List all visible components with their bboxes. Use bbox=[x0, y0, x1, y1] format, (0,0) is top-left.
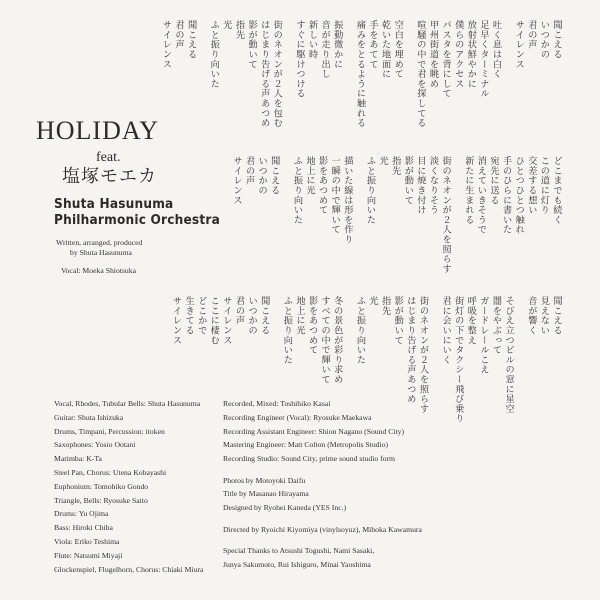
lyric-line: 街灯の下でタクシー飛び乗り bbox=[452, 296, 464, 424]
lyric-line: 影が動いて bbox=[246, 20, 258, 69]
lyric-line: 地上に光 bbox=[304, 156, 316, 196]
lyric-line: はじまり告げる声あつめ bbox=[258, 20, 270, 128]
credit-line: Glockenspiel, Flugelhorn, Chorus: Chiaki Miura bbox=[54, 564, 204, 574]
credit-line: Special Thanks to Atsushi Togushi, Nami Sasaki, bbox=[223, 545, 375, 555]
credit-line: Steel Pan, Chorus: Utena Kobayashi bbox=[54, 468, 167, 477]
credit-line: Guitar: Shuta Ishizuka bbox=[54, 412, 124, 422]
lyric-line: いつかの bbox=[246, 296, 258, 336]
composer-line2: Philharmonic Orchestra bbox=[54, 212, 220, 228]
lyric-line: 描いた線は形を作り bbox=[341, 156, 353, 245]
featured-artist: 塩塚モエカ bbox=[62, 166, 157, 187]
lyric-line: 手のひらに書いた bbox=[500, 156, 512, 235]
credit-line: Recording Engineer (Vocal): Ryosuke Maekawa bbox=[223, 412, 372, 422]
credit-line: Drums: Yu Ojima bbox=[54, 509, 109, 519]
lyric-line: この道に灯り bbox=[538, 156, 550, 215]
lyric-line: ふと振り向いた bbox=[208, 20, 220, 89]
lyric-line: 君の声 bbox=[525, 20, 537, 50]
lyric-line: ふと振り向いた bbox=[281, 296, 293, 365]
lyric-line: 宛先に送る bbox=[488, 156, 499, 205]
lyric-line: 新たに生まれる bbox=[462, 156, 474, 225]
lyric-line: 君の声 bbox=[233, 296, 245, 326]
lyric-line: 見えない bbox=[538, 296, 550, 336]
lyric-line: 交差する想い bbox=[525, 156, 537, 215]
lyric-line: いつかの bbox=[538, 20, 550, 60]
lyric-line: 街のネオンが２人を包む bbox=[271, 20, 283, 128]
credit-line: Triangle, Bells: Ryosuke Saito bbox=[54, 495, 148, 505]
credit-line: Title by Masanao Hirayama bbox=[223, 489, 309, 499]
lyric-line: サイレンス bbox=[230, 156, 242, 205]
lyric-line: 生きてる bbox=[183, 296, 195, 336]
lyric-line: サイレンス bbox=[160, 20, 172, 69]
lyric-line: 指先 bbox=[379, 296, 391, 316]
lyric-line: ここに棲む bbox=[208, 296, 220, 345]
lyric-line: 手をあてて bbox=[367, 20, 379, 69]
credit-line: Recorded, Mixed: Toshihiko Kasai bbox=[223, 399, 331, 408]
credit-line: Drums, Timpani, Percussion: itoken bbox=[54, 426, 165, 436]
lyric-line: 淡くなりそう bbox=[427, 156, 439, 215]
lyric-line: サイレンス bbox=[220, 296, 232, 345]
lyric-line: 光 bbox=[367, 296, 379, 306]
lyric-line: サイレンス bbox=[513, 20, 525, 69]
written-line1: Written, arranged, produced bbox=[56, 238, 143, 247]
credit-line: Vocal, Rhodes, Tubular Bells: Shuta Hasunuma bbox=[54, 399, 201, 408]
credit-line: Marimba: K-Ta bbox=[54, 454, 102, 464]
lyric-line: 地上に光 bbox=[293, 296, 305, 336]
credit-line: Recording Studio: Sound City, prime sound studio form bbox=[223, 454, 396, 464]
lyric-line: 消えていきそうで bbox=[475, 156, 487, 235]
lyric-line: 足早くターミナル bbox=[477, 20, 489, 99]
lyric-line: はじまり告げる声あつめ bbox=[404, 296, 416, 404]
credit-line: Flute: Natsumi Miyaji bbox=[54, 550, 123, 560]
feat-label: feat. bbox=[96, 150, 121, 165]
lyric-line: ふと振り向いた bbox=[364, 156, 376, 225]
credit-line: Directed by Ryoichi Kiyomiya (vinylsoyuz), Mihoka Kawamura bbox=[223, 524, 422, 534]
lyric-line: 新しい時 bbox=[306, 20, 318, 60]
lyric-line: 振動微かに bbox=[331, 20, 343, 69]
lyric-line: パスタを背にして bbox=[440, 20, 452, 99]
credit-line: Recording Assistant Engineer: Shion Nagano (Sound City) bbox=[223, 426, 405, 436]
lyric-line: いつかの bbox=[256, 156, 268, 196]
credit-line: Bass: Hiroki Chiba bbox=[54, 523, 113, 533]
lyric-line: ひとつひとつ触れ bbox=[513, 156, 525, 235]
lyric-line: 痛みをとるように触れる bbox=[354, 20, 366, 128]
composer-line1: Shuta Hasunuma bbox=[54, 196, 174, 212]
lyric-line: ふと振り向いた bbox=[354, 296, 366, 365]
lyric-line: 影をあつめて bbox=[306, 296, 318, 355]
lyric-line: 君の声 bbox=[243, 156, 255, 186]
credit-line: Photos by Motoyoki Daifu bbox=[223, 475, 306, 485]
lyric-line: 君に会いにいく bbox=[440, 296, 452, 365]
credit-line: Junya Sakumoto, Rui Ishiguro, Minai Yaoshima bbox=[223, 559, 371, 569]
lyric-line: 君の声 bbox=[173, 20, 184, 50]
lyric-line: 闇をやぶって bbox=[490, 296, 502, 355]
lyric-line: 冬の景色が彩り求め bbox=[331, 296, 343, 385]
lyric-line: サイレンス bbox=[170, 296, 182, 345]
lyric-line: 影が動いて bbox=[402, 156, 414, 205]
credit-line: Designed by Ryohei Kaneda (YES Inc.) bbox=[223, 503, 347, 513]
lyric-line: どこまでも続く bbox=[551, 156, 562, 225]
written-line2: by Shuta Hasunuma bbox=[70, 248, 132, 257]
lyric-line: 光 bbox=[377, 156, 389, 166]
vocal-credit: Vocal: Moeka Shiotsuka bbox=[61, 266, 137, 275]
lyric-line: 聞こえる bbox=[258, 296, 270, 336]
lyric-line: どこかで bbox=[195, 296, 207, 336]
lyric-line: 聞こえる bbox=[551, 20, 562, 60]
lyric-line: 聞こえる bbox=[551, 296, 562, 336]
lyric-line: すべての中で輝いて bbox=[319, 296, 331, 385]
lyric-line: 街のネオンが２人を照らす bbox=[417, 296, 429, 414]
lyric-line: そびえ立つビルの窓に星空 bbox=[503, 296, 515, 414]
lyric-line: 影をあつめて bbox=[316, 156, 328, 215]
lyric-line: 僕らのアクセス bbox=[452, 20, 464, 89]
lyric-line: 指先 bbox=[233, 20, 245, 40]
lyric-line: 一瞬の中で輝いて bbox=[329, 156, 341, 235]
lyric-line: 呼吸を整え bbox=[465, 296, 477, 345]
credit-line: Viola: Eriko Teshima bbox=[54, 537, 120, 546]
lyric-line: 空白を埋めて bbox=[392, 20, 404, 79]
lyric-line: 甲州街道を眺め bbox=[427, 20, 439, 89]
lyric-line: 吐く息は白く bbox=[490, 20, 502, 79]
lyric-line: 目に焼き付け bbox=[414, 156, 426, 215]
lyric-line: 指先 bbox=[389, 156, 401, 176]
lyric-line: 街のネオンが２人を照らす bbox=[440, 156, 452, 274]
credit-line: Saxophones: Yosio Ootani bbox=[54, 440, 136, 450]
lyric-line: 影が動いて bbox=[392, 296, 404, 345]
credit-line: Euphonium: Tomohiko Gondo bbox=[54, 481, 149, 491]
lyric-line: ガードレールこえ bbox=[477, 296, 489, 375]
lyric-line: 光 bbox=[220, 20, 232, 30]
lyric-line: 乾いた地面に bbox=[379, 20, 391, 79]
lyric-line: 喧騒の中で君を探してる bbox=[414, 20, 426, 128]
lyric-line: ふと振り向いた bbox=[291, 156, 303, 225]
lyric-line: 聞こえる bbox=[268, 156, 280, 196]
credit-line: Mastering Engineer: Matt Colton (Metropolis Studio) bbox=[223, 440, 389, 450]
lyric-line: 聞こえる bbox=[185, 20, 197, 60]
lyric-line: 放射状鮮やかに bbox=[465, 20, 477, 89]
lyric-line: すぐに駆けつける bbox=[293, 20, 305, 99]
lyric-line: 音が走り出し bbox=[319, 20, 331, 79]
lyric-line: 音が響く bbox=[525, 296, 537, 336]
song-title: HOLIDAY bbox=[36, 116, 160, 145]
